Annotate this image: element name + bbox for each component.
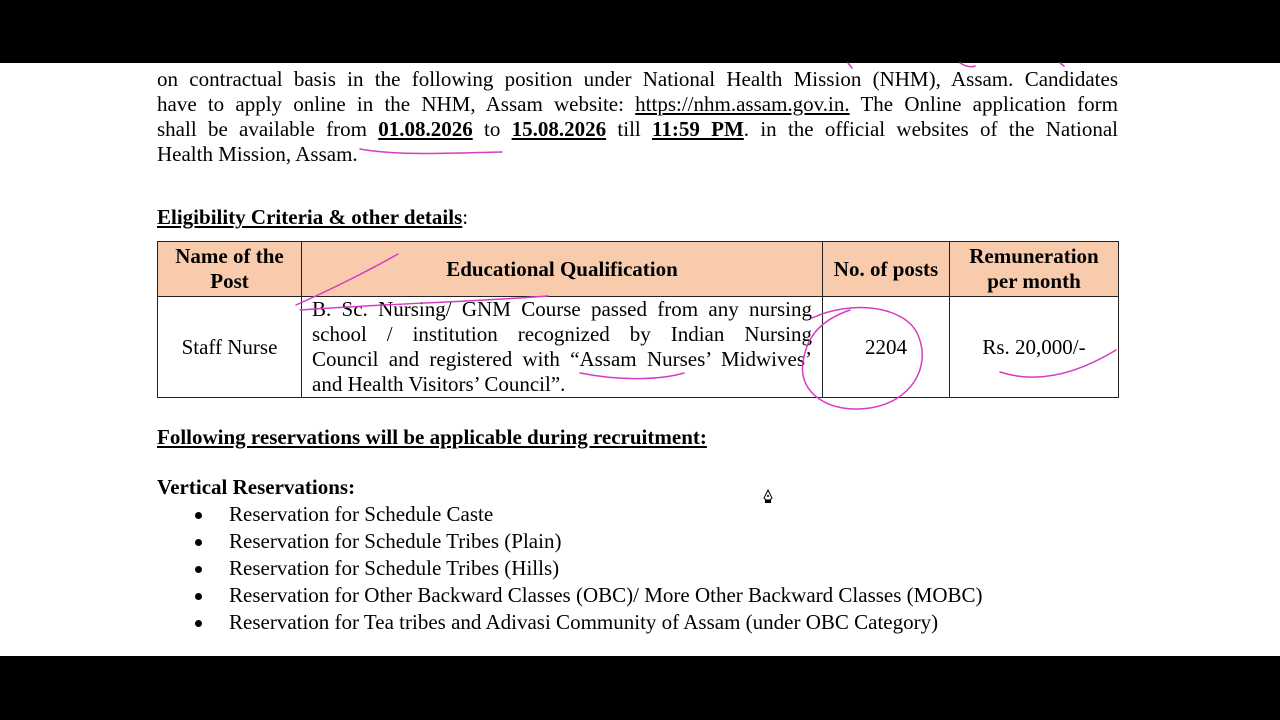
reservation-list xyxy=(157,501,983,636)
pen-cursor-icon xyxy=(762,489,774,505)
header-remuneration: Remuneration per month xyxy=(950,242,1119,297)
table-row xyxy=(158,297,1119,398)
intro-line-2: have to apply online in the NHM, Assam website: https://nhm.assam.gov.in. The Online application form xyxy=(157,92,1119,116)
cell-posts: 2204 xyxy=(823,297,950,398)
cell-qualification: B. Sc. Nursing/ GNM Course passed from any nursing school / institution recognized by Indian Nursing Council and registered with “Assam Nurses’ Midwives’ and Health Visitors’ Council”. xyxy=(302,297,823,398)
intro-paragraph xyxy=(157,67,1118,167)
list-item: Reservation for Other Backward Classes (OBC)/ More Other Backward Classes (MOBC) xyxy=(157,582,983,609)
document-page xyxy=(0,63,1280,656)
list-item: Reservation for Schedule Caste xyxy=(157,501,983,528)
start-date: 01.08.2026 xyxy=(378,117,473,141)
cell-remuneration: Rs. 20,000/- xyxy=(950,297,1119,398)
eligibility-table xyxy=(157,241,1119,398)
closing-time: 11:59 PM xyxy=(652,117,744,141)
intro-line-3: shall be available from 01.08.2026 to 15.08.2026 till 11:59 PM. in the official websites of the National xyxy=(157,117,1119,141)
intro-line-1: on contractual basis in the following position under National Health Mission (NHM), Assam. Candidates xyxy=(157,67,1118,91)
header-qualification: Educational Qualification xyxy=(302,242,823,297)
vertical-reservations-heading: Vertical Reservations: xyxy=(157,475,356,499)
intro-line-4: Health Mission, Assam. xyxy=(157,142,358,166)
list-item: Reservation for Tea tribes and Adivasi Community of Assam (under OBC Category) xyxy=(157,609,983,636)
table-header-row xyxy=(158,242,1119,297)
list-item: Reservation for Schedule Tribes (Plain) xyxy=(157,528,983,555)
header-post: Name of the Post xyxy=(158,242,302,297)
header-posts: No. of posts xyxy=(823,242,950,297)
eligibility-heading: Eligibility Criteria & other details: xyxy=(157,205,469,229)
list-item: Reservation for Schedule Tribes (Hills) xyxy=(157,555,983,582)
reservations-heading: Following reservations will be applicable during recruitment: xyxy=(157,425,707,449)
nhm-website-link[interactable]: https://nhm.assam.gov.in. xyxy=(635,92,850,116)
end-date: 15.08.2026 xyxy=(511,117,607,141)
cell-post: Staff Nurse xyxy=(158,297,302,398)
